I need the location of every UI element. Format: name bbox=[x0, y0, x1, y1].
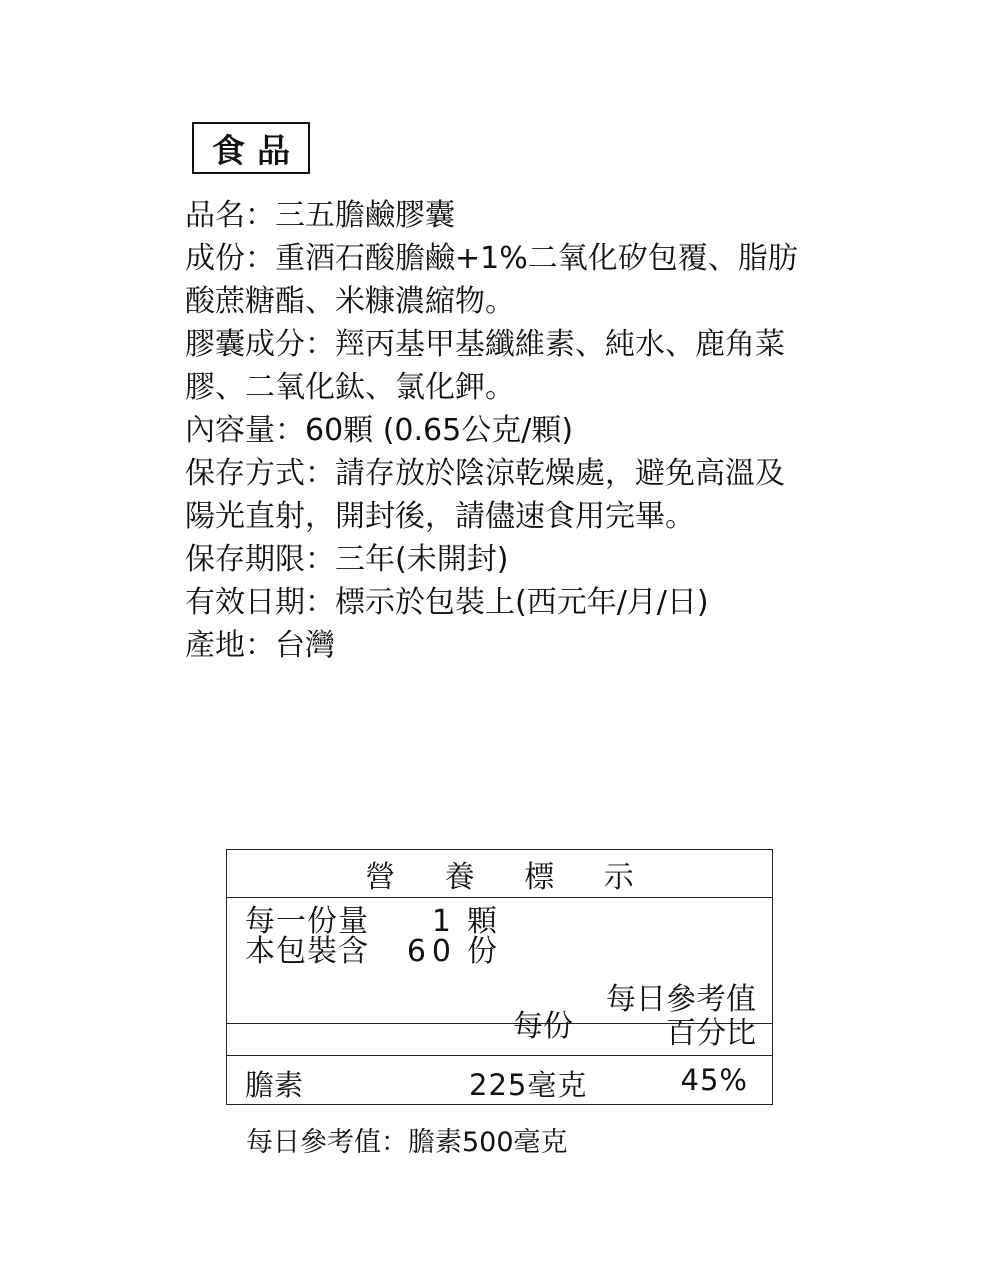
per-serving-header: 每份 bbox=[513, 1009, 573, 1044]
daily-value-note: 每日參考值：膽素500毫克 bbox=[246, 1127, 568, 1158]
serving-size-value: 1 bbox=[431, 904, 457, 939]
category-label: 食品 bbox=[192, 122, 310, 174]
daily-value-header-line2: 百分比 bbox=[666, 1016, 756, 1051]
servings-label: 本包裝含 bbox=[245, 934, 369, 969]
nutrition-table bbox=[226, 849, 773, 1105]
nutrition-title: 營 養 標 示 bbox=[227, 850, 772, 898]
info-line-expiry: 有效日期：標示於包裝上(西元年/月/日) bbox=[185, 585, 709, 620]
serving-size-label: 每一份量 bbox=[245, 904, 369, 939]
column-header bbox=[227, 976, 772, 1056]
info-line-shelf-life: 保存期限：三年(未開封) bbox=[185, 542, 509, 577]
nutrient-percent: 45% bbox=[680, 1063, 748, 1097]
info-line-ingredients-cont: 酸蔗糖酯、米糠濃縮物。 bbox=[185, 284, 515, 319]
nutrient-amount: 225毫克 bbox=[469, 1068, 588, 1102]
info-line-storage: 保存方式：請存放於陰涼乾燥處，避免高溫及 bbox=[185, 456, 785, 491]
info-line-capsule-cont: 膠、二氧化鈦、氯化鉀。 bbox=[185, 370, 515, 405]
servings-line bbox=[245, 936, 497, 968]
servings-unit: 份 bbox=[467, 934, 497, 969]
product-info bbox=[185, 194, 835, 667]
nutrient-name: 膽素 bbox=[245, 1068, 304, 1102]
info-line-ingredients: 成份：重酒石酸膽鹼+1%二氧化矽包覆、脂肪 bbox=[185, 241, 798, 276]
serving-size-unit: 顆 bbox=[467, 904, 497, 939]
info-line-origin: 產地：台灣 bbox=[185, 628, 335, 663]
info-line-capsule: 膠囊成分：羥丙基甲基纖維素、純水、鹿角菜 bbox=[185, 327, 785, 362]
daily-value-header-line1: 每日參考值 bbox=[606, 982, 756, 1017]
daily-value-header bbox=[576, 983, 756, 1051]
info-line-content: 內容量：60顆 (0.65公克/顆) bbox=[185, 413, 574, 448]
info-line-product-name: 品名：三五膽鹼膠囊 bbox=[185, 198, 455, 233]
nutrient-row bbox=[227, 1056, 772, 1104]
servings-value: 60 bbox=[406, 934, 457, 969]
info-line-storage-cont: 陽光直射，開封後，請儘速食用完畢。 bbox=[185, 499, 695, 534]
